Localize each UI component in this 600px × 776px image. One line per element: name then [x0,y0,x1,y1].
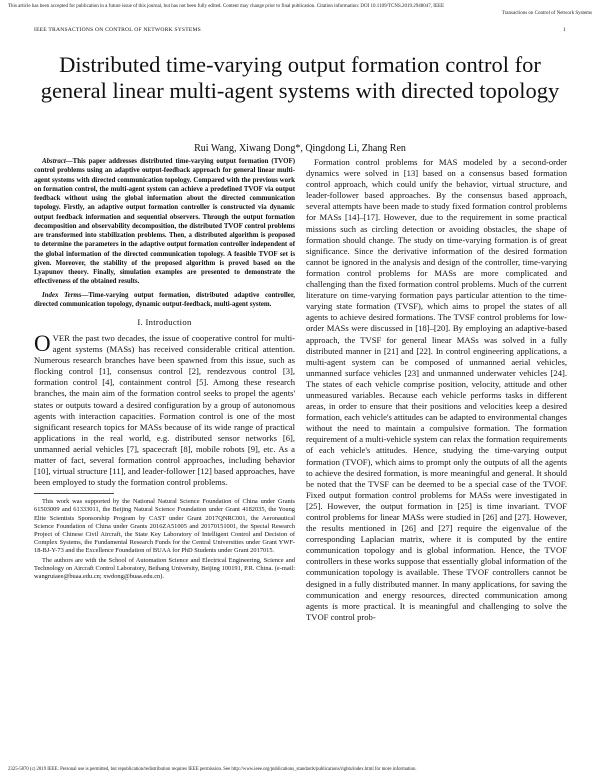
abstract-text: This paper addresses distributed time-varying output formation (TVOF) control problems using an adaptive output-feedback approach for general linear multi-agent systems with directed communication topology. Compared with the previous work on formation control, the multi-agent system can achieve a predefined TVOF via output feedback without using the global information about the directed communication topology. Firstly, an adaptive output formation controller is constructed via dynamic output feedback information and sequential observers. Through the output formation decomposition and observability decomposition, the distributed TVOF control problems are transformed into stabilization problems. Then, a distributed algorithm is proposed to determine the parameters in the adaptive output formation controller independent of the global information of the directed communication topology. A feasible TVOF set is given. Moreover, the stability of the proposed algorithm is proved based on the Lyapunov theory. Finally, simulation examples are presented to demonstrate the effectiveness of the obtained results. [34,158,295,286]
abstract: Abstract—This paper addresses distributed time-varying output formation (TVOF) control problems using an adaptive output-feedback approach for general linear multi-agent systems with directed communication topology. Compared with the previous work on formation control, the multi-agent system can achieve a predefined TVOF via output feedback without using the global information about the directed communication topology. Firstly, an adaptive output formation controller is constructed via dynamic output feedback information and sequential observers. Through the output formation decomposition and observability decomposition, the distributed TVOF control problems are transformed into stabilization problems. Then, a distributed algorithm is proposed to determine the parameters in the adaptive output formation controller independent of the global information of the directed communication topology. A feasible TVOF set is given. Moreover, the stability of the proposed algorithm is proved based on the Lyapunov theory. Finally, simulation examples are presented to demonstrate the effectiveness of the obtained results. [34,158,295,286]
introduction-paragraph: OVER the past two decades, the issue of cooperative control for multi-agent systems (MASs) has received considerable critical attention. Numerous research branches have been spawned from this issue, such as flocking control [1], consensus control [2], rendezvous control [3], formation control [4], containment control [5]. Among these research branches, the main aim of the formation control seeks to propel the agents' states or outputs toward a desired configuration by a group of autonomous agents with interaction capacities. Formation control is one of the most significant research topics for MASs because of its wide range of practical applications in the real world, e.g. distributed sensor networks [6], unmanned aerial vehicles [7], spacecraft [8], mobile robots [9], etc. As a matter of fact, several formation control approaches, including behavior [10], virtual structure [11], and leader-follower [12] based approaches, have been employed to study the formation control problems. [34,331,295,488]
paper-title: Distributed time-varying output formation control for general linear multi-agent systems with directed topology [40,52,560,103]
right-column [306,157,567,623]
running-head [34,27,566,33]
publication-notice-line2: Transactions on Control of Network Systems [501,11,592,16]
publication-notice-line1: This article has been accepted for publication in a future issue of this journal, but has not been fully edited. Content may change prior to final publication. Citation information: DOI 10.1109/TCNS.2019.2948047, IEEE [8,4,445,9]
index-terms-text: Time-varying output formation, distributed adaptive controller, directed communication topology, dynamic output-feedback, multi-agent system. [34,291,296,308]
publication-notice [8,3,592,17]
author-list: Rui Wang, Xiwang Dong*, Qingdong Li, Zhang Ren [194,143,406,154]
right-column-paragraph: Formation control problems for MAS modeled by a second-order dynamics were solved in [13] based on a consensus based formation control approach, which could unify the behavior, virtual structure, and leader-follower based approaches. By the consensus based approach, several attempts have been made to study fixed formation control problems for MASs [14]–[17]. However, due to the requirement in some practical missions such as circling detection or avoiding obstacles, the shape of formation should change. The study on time-varying formation is of great significance. Since the derivative information of the desired formation cannot be ignored in the analysis and design of the controller, time-varying formation control problems for MASs are more complicated and challenging than the fixed formation control problems. Much of the current literature on time-varying formation pays particular attention to the time-varying state formation (TVSF), which aims to propel the states of all agents to achieve desired formations. The TVSF control problems for low-order MASs were discussed in [18]–[20]. By employing an adaptive-based approach, the TVSF for general linear MASs was solved in a fully distributed manner in [21] and [22]. In control engineering applications, a multi-agent system can be composed of unmanned aerial vehicles, unmanned surface vehicles [23] and unmanned underwater vehicles [24]. The states of each vehicle comprise position, velocity, attitude and other unmeasured variables. Because each vehicle performs tasks in different areas, in order to ensure that their positions and velocities keep a desired formation, each vehicle's attitudes can be adapted to environmental changes without the need to maintain a compulsive formation. The formation requirement of a multi-vehicle system can relax the formation requirements of each vehicle's attitudes. Hence, studying the time-varying output formation (TVOF), which aims to prompt only the outputs of all the agents to achieve the desired formation, is more meaningful and general. It should be noted that the TVSF can be deemed to be a special case of the TVOF. Fixed output formation control problems for MASs were investigated in [25]. However, the output formation in [25] is time invariant. TVOF control problems for linear MASs were studied in [26] and [27]. However, the results mentioned in [26] and [27] require the eigenvalue of the corresponding Laplacian matrix, where it is computed by the entire communication topology and is global information. Hence, the TVOF controllers in these works suppose that essentially global information of the communication topology is available. These TVOF controllers cannot be designed in a fully distributed manner. In many applications, for saving the communication and energy resources, directed communication among agents is more practical. It is meaningful and challenging to solve the TVOF control prob- [306,157,567,622]
copyright-footer: 2325-5870 (c) 2019 IEEE. Personal use is permitted, but republication/redistribution requires IEEE permission. See http://www.ieee.org/publications_standards/publications/rights/index.html for more information. [8,767,417,772]
abstract-label: Abstract [42,158,66,165]
left-column [34,157,295,583]
index-terms-label: Index Terms [42,291,82,299]
page-number: 1 [563,27,566,33]
footnote-divider [34,493,114,494]
affiliation-footnote: The authors are with the School of Automation Science and Electrical Engineering, Science and Technology on Aircraft Control Laboratory, Beihang University, Beijing 100191, P.R. China. (e-mail: wangruiaee@buaa.edu.cn; xwdong@buaa.edu.cn). [34,556,295,581]
journal-name: IEEE TRANSACTIONS ON CONTROL OF NETWORK SYSTEMS [34,27,201,33]
section-heading-introduction: I. Introduction [137,317,192,327]
funding-footnote: This work was supported by the National Natural Science Foundation of China under Grants 61503009 and 61333011, the Beijing Natural Science Foundation under Grant 4182035, the Young Elite Scientists Sponsorship Program by CAST under Grant 2017QNRC001, the Aeronautical Science Foundation of China under Grants 2016ZA51005 and 20170151001, the Special Research Project of Chinese Civil Aircraft, the State Key Laboratory of Intelligent Control and Decision of Complex Systems, the Fundamental Research Funds for the Central Universities under Grant YWF-18-BJ-Y-73 and the Excellence Foundation of BUAA for PhD Students under Grant 2017015. [34,498,295,554]
index-terms: Index Terms—Time-varying output formation, distributed adaptive controller, directed communication topology, dynamic output-feedback, multi-agent system. [34,291,296,308]
